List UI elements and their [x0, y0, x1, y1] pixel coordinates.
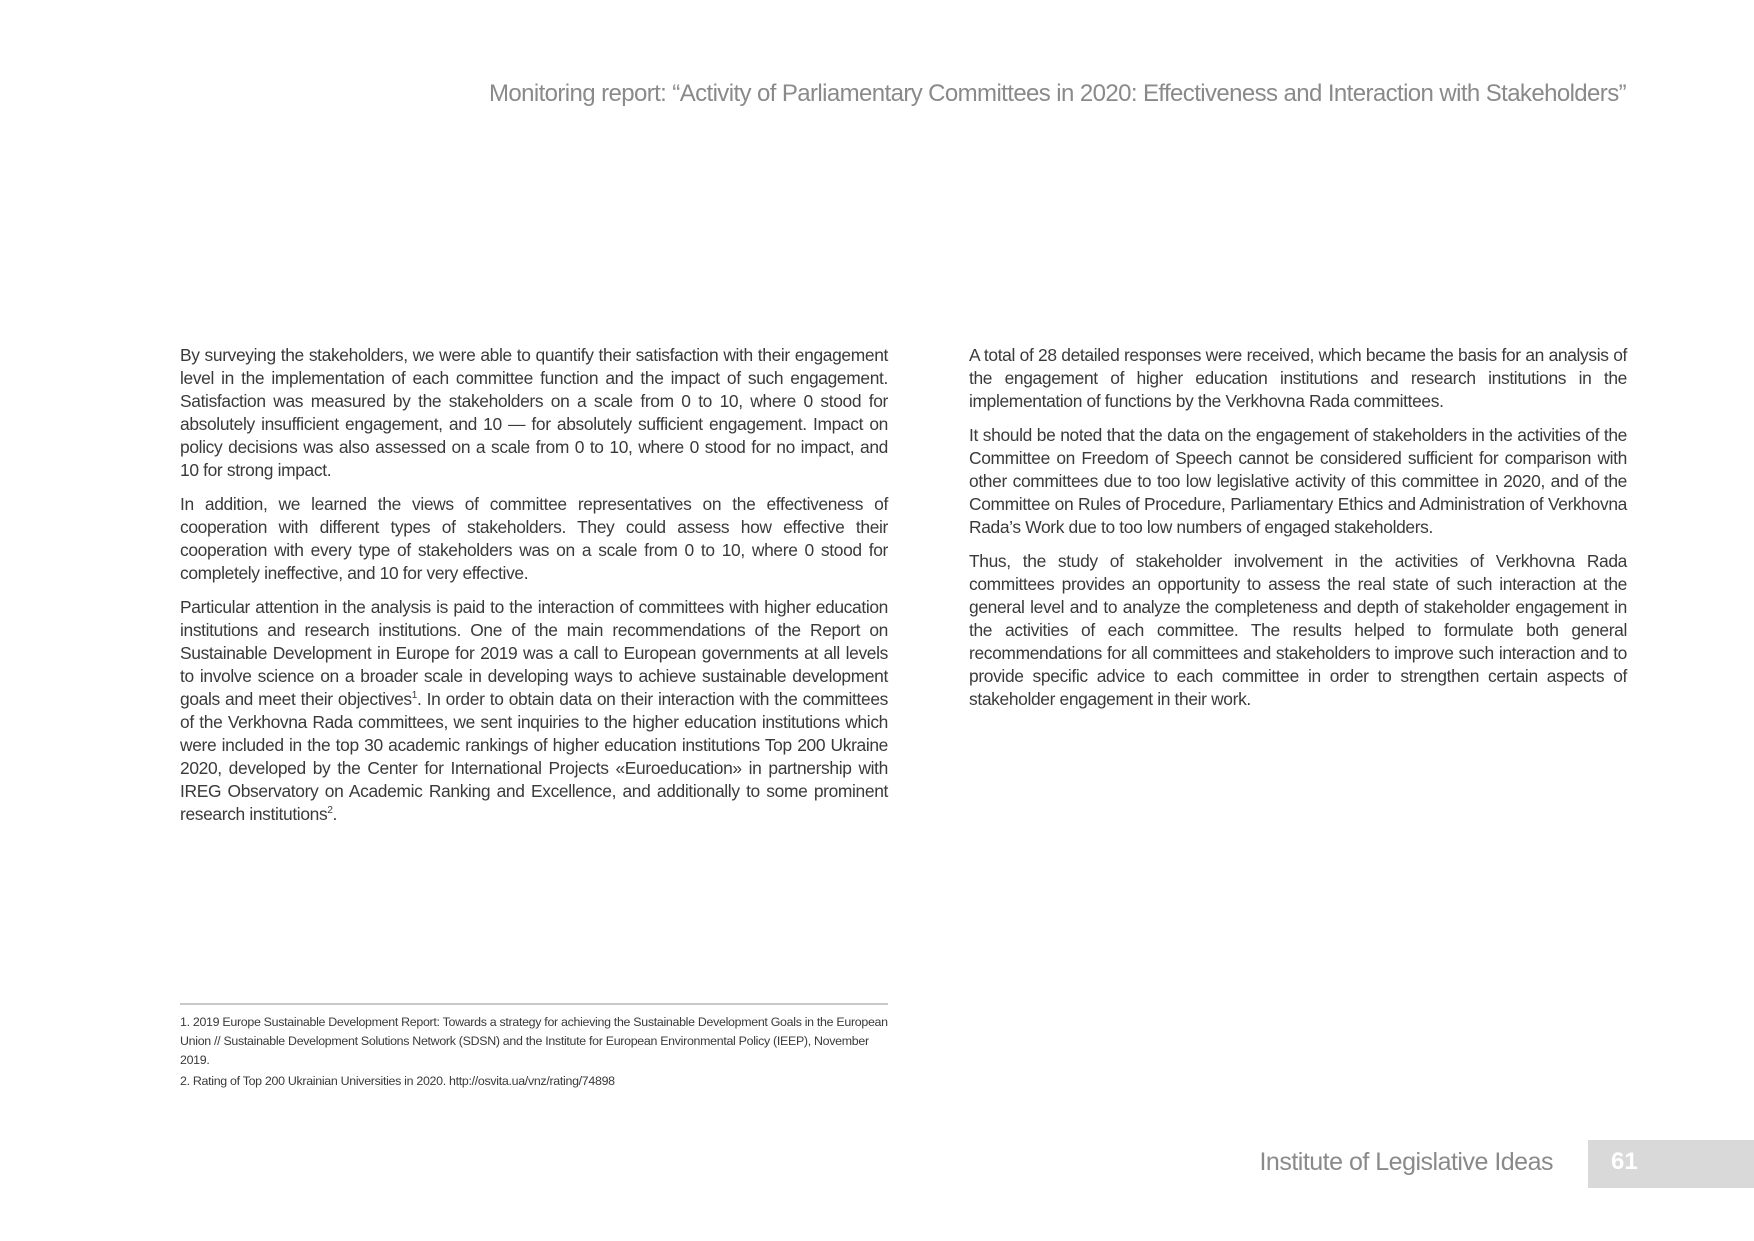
- paragraph: By surveying the stakeholders, we were able to quantify their satisfaction with their engagement level in the implementation of each committee function and the impact of such engagement. Satisfaction was measured by the stakeholders on a scale from 0 to 10, where 0 stood for absolutely insufficient engagement, and 10 — for absolutely sufficient engagement. Impact on policy decisions was also assessed on a scale from 0 to 10, where 0 stood for no impact, and 10 for strong impact.: [180, 345, 888, 480]
- page-number-box: [1588, 1140, 1754, 1188]
- page-number: 61: [1611, 1148, 1638, 1175]
- footnote-2: 2. Rating of Top 200 Ukrainian Universities in 2020. http://osvita.ua/vnz/rating/74898: [180, 1074, 615, 1088]
- left-text-column: [180, 344, 888, 837]
- paragraph: A total of 28 detailed responses were received, which became the basis for an analysis of the engagement of higher education institutions and research institutions in the implementation of functions by the Verkhovna Rada committees.: [969, 345, 1627, 411]
- footnote-divider: [180, 1003, 888, 1005]
- paragraph: Thus, the study of stakeholder involvement in the activities of Verkhovna Rada committees provides an opportunity to assess the real state of such interaction at the general level and to analyze the completeness and depth of stakeholder engagement in the activities of each committee. The results helped to formulate both general recommendations for all committees and stakeholders to improve such interaction and to provide specific advice to each committee in order to strengthen certain aspects of stakeholder engagement in their work.: [969, 551, 1627, 709]
- paragraph-text: .: [332, 804, 338, 824]
- paragraph: In addition, we learned the views of committee representatives on the effectiveness of cooperation with different types of stakeholders. They could assess how effective their cooperation with every type of stakeholders was on a scale from 0 to 10, where 0 stood for completely ineffective, and 10 for very effective.: [180, 494, 888, 583]
- footnote-ref-2[interactable]: 2: [327, 805, 333, 817]
- paragraph: [180, 596, 888, 826]
- footnote-ref-1[interactable]: 1: [411, 690, 417, 702]
- paragraph-text: . In order to obtain data on their interaction with the committees of the Verkhovna Rada committees, we sent inquiries to the higher education institutions which were included in the top 30 academic rankings of higher education institutions Top 200 Ukraine 2020, developed by the Center for International Projects «Euroeducation» in partnership with IREG Observatory on Academic Ranking and Excellence, and additionally to some prominent research institutions: [180, 689, 888, 824]
- right-text-column: [969, 344, 1627, 722]
- footnotes: [180, 1013, 888, 1093]
- paragraph: It should be noted that the data on the engagement of stakeholders in the activities of the Committee on Freedom of Speech cannot be considered sufficient for comparison with other committees due to too low legislative activity of this committee in 2020, and of the Committee on Rules of Procedure, Parliamentary Ethics and Administration of Verkhovna Rada’s Work due to too low numbers of engaged stakeholders.: [969, 425, 1627, 537]
- footnote-1: 1. 2019 Europe Sustainable Development Report: Towards a strategy for achieving the Sustainable Development Goals in the European Union // Sustainable Development Solutions Network (SDSN) and the Institute for European Environmental Policy (IEEP), November 2019.: [180, 1015, 888, 1067]
- running-header-title: Monitoring report: “Activity of Parliamentary Committees in 2020: Effectiveness and Interaction with Stakeholders”: [488, 80, 1626, 107]
- footer-organization: Institute of Legislative Ideas: [1259, 1148, 1553, 1176]
- paragraph-text: Particular attention in the analysis is paid to the interaction of committees with higher education institutions and research institutions. One of the main recommendations of the Report on Sustainable Development in Europe for 2019 was a call to European governments at all levels to involve science on a broader scale in developing ways to achieve sustainable development goals and meet their objectives: [180, 597, 888, 709]
